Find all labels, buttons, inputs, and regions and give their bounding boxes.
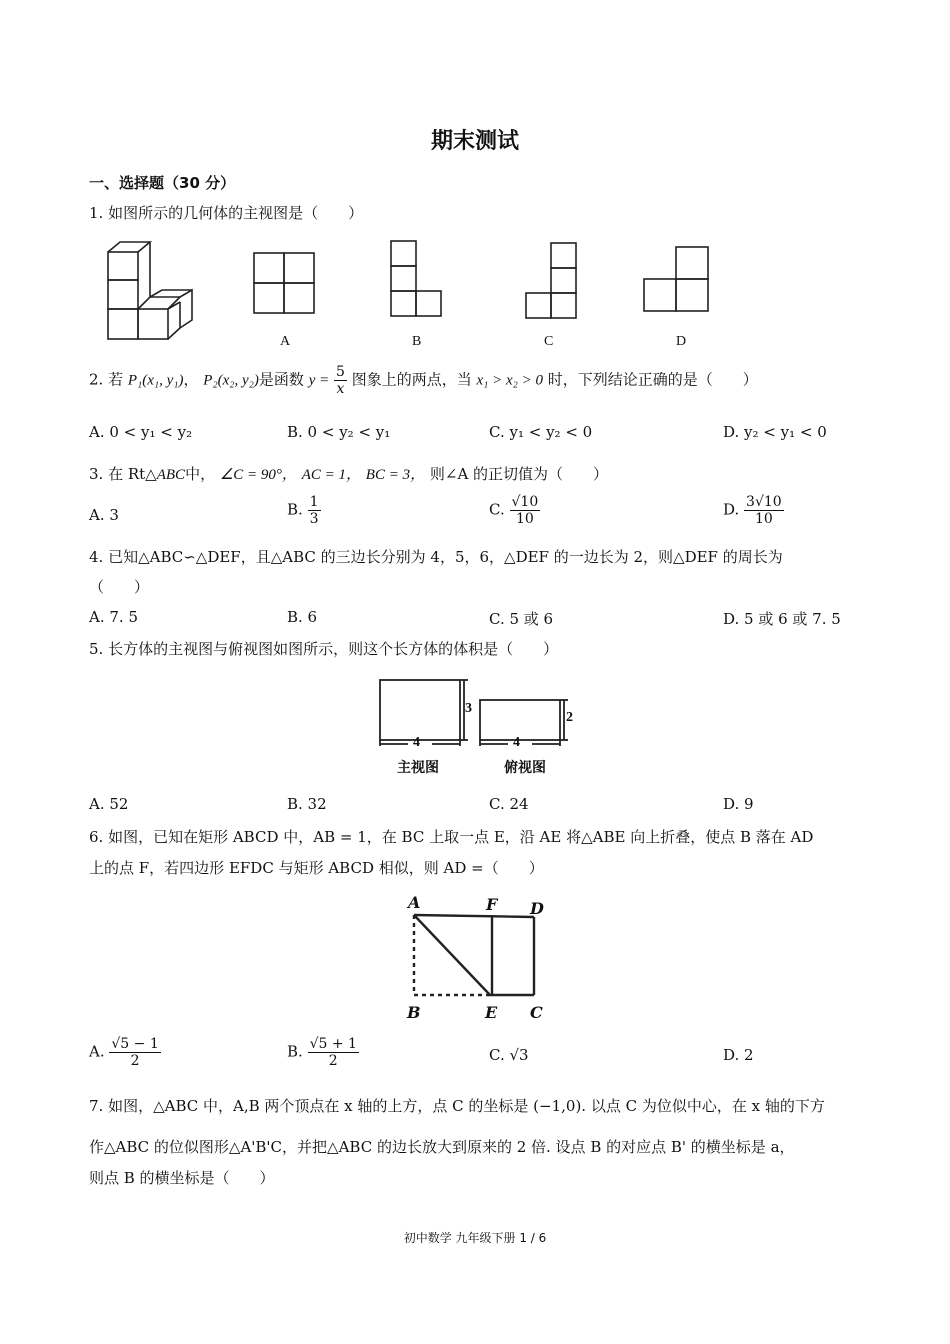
q3-option-d-num: 3√10 [746,494,782,510]
q3-option-c-fraction [510,494,541,527]
q3-option-c [489,494,540,527]
q2-option-c: C. y₁ < y₂ < 0 [489,423,593,441]
q4-line2: （ ） [89,578,150,596]
q3-option-b-den: 3 [309,511,319,527]
q6-point-b: B [407,1003,421,1022]
q2-func-den: x [336,381,345,397]
q5-front-width: 4 [413,735,420,750]
q3-option-c-prefix: C. [489,500,505,519]
q1-label-a: A [280,334,291,349]
q3-option-b-num: 1 [309,494,319,510]
q4-option-d: D. 5 或 6 或 7. 5 [723,610,841,628]
q1-option-a-figure [253,252,315,314]
q5-top-width: 4 [513,735,520,750]
q1-label-d: D [676,334,687,349]
q3-option-c-num: √10 [511,494,539,510]
q1-solid-figure [105,240,195,342]
q6-option-b [287,1036,359,1069]
q6-option-a-fraction [109,1036,160,1069]
q1-text: 1. 如图所示的几何体的主视图是（ ） [89,204,364,222]
q3-bc: BC = 3， [365,467,426,483]
q5-front-height: 3 [465,701,472,716]
q3-option-b-fraction [308,494,321,527]
q6-option-b-den: 2 [328,1053,338,1069]
q1-label-c: C [544,334,554,349]
q1-label-b: B [412,334,422,349]
q3-stem [89,463,608,484]
q3-abc: ABC [156,467,186,483]
q6-point-c: C [530,1003,543,1022]
q5-option-b: B. 32 [287,795,327,813]
q4-option-c: C. 5 或 6 [489,610,554,628]
q3-text-c: 则∠A 的正切值为（ ） [429,465,609,483]
q3-option-b-prefix: B. [287,500,303,519]
q4-option-a: A. 7. 5 [89,608,138,626]
q5-option-c: C. 24 [489,795,529,813]
q3-option-d [723,494,784,527]
q6-option-b-prefix: B. [287,1042,303,1061]
q5-option-a: A. 52 [89,795,129,813]
q3-text-b: 中， [185,465,216,483]
q2-func-fraction [334,364,347,397]
q6-line1: 6. 如图，已知在矩形 ABCD 中，AB = 1，在 BC 上取一点 E，沿 AE 将△ABE 向上折叠，使点 B 落在 AD [89,828,814,846]
q5-option-d: D. 9 [723,795,754,813]
q5-top-view-rect [480,700,560,740]
q2-p2: P₂(x₂, y₂) [203,372,259,389]
q4-line1: 4. 已知△ABC∽△DEF，且△ABC 的三边长分别为 4，5，6，△DEF 的一边长为 2，则△DEF 的周长为 [89,548,783,566]
q2-p1: P₁(x₁, y₁) [127,372,184,389]
q2-mid: 是函数 [258,370,304,389]
q6-point-f: F [486,895,498,914]
q5-front-view-rect [380,680,460,740]
q2-post: 图象上的两点，当 [351,370,472,389]
q3-option-b [287,494,321,527]
q7-line3: 则点 B 的横坐标是（ ） [89,1169,275,1187]
page-footer: 初中数学 九年级下册 1 / 6 [403,1231,547,1245]
q3-text-a: 3. 在 Rt△ [89,465,157,483]
q6-option-a [89,1036,161,1069]
q6-line2: 上的点 F，若四边形 EFDC 与矩形 ABCD 相似，则 AD =（ ） [89,859,544,877]
q7-line1: 7. 如图，△ABC 中，A,B 两个顶点在 x 轴的上方，点 C 的坐标是 (−1,0). 以点 C 为位似中心，在 x 轴的下方 [89,1097,825,1115]
q2-cond: x₁ > x₂ > 0 [476,372,544,389]
q1-option-d-figure [643,246,709,312]
q2-option-b: B. 0 < y₂ < y₁ [287,423,391,441]
q7-line2: 作△ABC 的位似图形△A'B'C，并把△ABC 的边长放大到原来的 2 倍. 设点 B 的对应点 B' 的横坐标是 a， [89,1138,795,1156]
q6-option-a-prefix: A. [89,1042,105,1061]
q6-option-b-num: √5 + 1 [309,1036,357,1052]
q5-front-caption: 主视图 [397,760,439,776]
q3-option-a: A. 3 [89,506,119,524]
q2-func-y: y = [308,372,330,389]
q6-option-a-den: 2 [130,1053,140,1069]
q5-top-height: 2 [566,710,573,725]
q6-option-a-num: √5 − 1 [111,1036,159,1052]
q3-option-d-prefix: D. [723,500,740,519]
section-heading: 一、选择题（30 分） [89,174,236,192]
q2-stem: 2. 若 P₁(x₁, y₁)， P₂(x₂, y₂)是函数 y = $\frac{5}{x}$ 图象上的两点，当 x₁ > x₂ > 0 时，下列结论正确的是（ ） [89,364,758,397]
q2-func-num: 5 [336,364,345,380]
q6-point-e: E [485,1003,498,1022]
page-title: 期末测试 [430,129,519,154]
q5-top-caption: 俯视图 [504,760,546,776]
q6-option-d: D. 2 [723,1046,754,1064]
q2-option-a: A. 0 < y₁ < y₂ [89,423,193,441]
q3-option-d-fraction [744,494,784,527]
q3-option-d-den: 10 [754,511,773,527]
q1-option-b-figure [390,240,442,318]
q2-pre: 2. 若 [89,370,124,389]
q2-option-d: D. y₂ < y₁ < 0 [723,423,827,441]
q3-angle: ∠C = 90°， [219,467,297,483]
q6-point-a: A [408,893,421,912]
q6-option-b-fraction [308,1036,359,1069]
q1-option-c-figure [525,242,577,320]
q6-option-c: C. √3 [489,1046,529,1064]
q5-text: 5. 长方体的主视图与俯视图如图所示，则这个长方体的体积是（ ） [89,640,559,658]
q3-ac: AC = 1， [301,467,362,483]
q6-point-d: D [530,899,544,918]
q4-option-b: B. 6 [287,608,318,626]
q2-tail: 时，下列结论正确的是（ ） [547,370,758,389]
q3-option-c-den: 10 [515,511,534,527]
